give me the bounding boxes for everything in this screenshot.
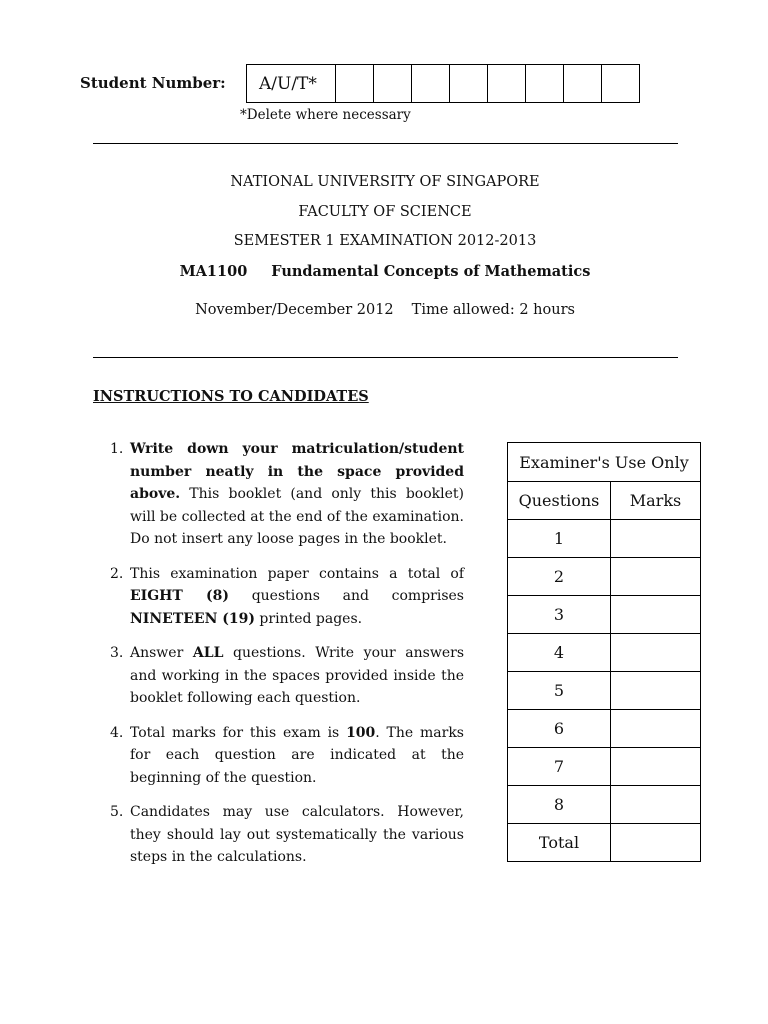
question-number: 1 bbox=[508, 520, 611, 558]
course-code: MA1100 bbox=[179, 263, 248, 280]
student-number-box[interactable] bbox=[450, 65, 488, 103]
marks-cell[interactable] bbox=[611, 748, 701, 786]
instruction-item: 3. Answer ALL questions. Write your answers and working in the spaces provided inside the booklet following each question. bbox=[110, 645, 465, 706]
marks-cell[interactable] bbox=[611, 596, 701, 634]
question-number: 3 bbox=[508, 596, 611, 634]
questions-header: Questions bbox=[508, 482, 611, 520]
university-name: NATIONAL UNIVERSITY OF SINGAPORE bbox=[230, 174, 540, 190]
student-number-box[interactable] bbox=[412, 65, 450, 103]
instructions-list bbox=[93, 438, 464, 881]
time-allowed: Time allowed: 2 hours bbox=[411, 302, 575, 318]
instruction-item: 4. Total marks for this exam is 100. The marks for each question are indicated at the beginning of the question. bbox=[110, 724, 464, 786]
question-number: 5 bbox=[508, 672, 611, 710]
marks-cell[interactable] bbox=[611, 634, 701, 672]
student-number-boxes bbox=[246, 64, 640, 103]
marks-cell[interactable] bbox=[611, 520, 701, 558]
student-number-box[interactable] bbox=[488, 65, 526, 103]
student-number-box[interactable] bbox=[602, 65, 640, 103]
examiner-table-title: Examiner's Use Only bbox=[508, 443, 701, 482]
student-number-box[interactable] bbox=[336, 65, 374, 103]
student-number-box[interactable] bbox=[526, 65, 564, 103]
bottom-divider bbox=[93, 357, 678, 358]
marks-cell[interactable] bbox=[611, 672, 701, 710]
exam-title: SEMESTER 1 EXAMINATION 2012-2013 bbox=[233, 233, 537, 249]
marks-cell[interactable] bbox=[611, 558, 701, 596]
student-number-box[interactable] bbox=[564, 65, 602, 103]
student-number-box[interactable] bbox=[374, 65, 412, 103]
instructions-title: INSTRUCTIONS TO CANDIDATES bbox=[93, 388, 369, 405]
exam-date: November/December 2012 bbox=[195, 302, 394, 318]
instruction-item: 5. Candidates may use calculators. However, they should lay out systematically the various steps in the calculations. bbox=[110, 804, 464, 865]
question-number: 8 bbox=[508, 786, 611, 824]
course-line bbox=[0, 263, 768, 280]
instruction-item: 1. Write down your matriculation/student number neatly in the space provided above. This booklet (and only this booklet) will be collected at the end of the examination. Do not insert any loose pages in the booklet. bbox=[110, 441, 464, 547]
marks-cell[interactable] bbox=[611, 710, 701, 748]
instruction-item: 2. This examination paper contains a total of EIGHT (8) questions and comprises NINETEEN (19) printed pages. bbox=[110, 565, 464, 627]
date-line bbox=[0, 302, 768, 318]
question-number: 6 bbox=[508, 710, 611, 748]
student-number-prefix-box[interactable]: A/U/T* bbox=[247, 65, 336, 103]
marks-cell[interactable] bbox=[611, 786, 701, 824]
examiner-table bbox=[507, 442, 701, 862]
faculty-name: FACULTY OF SCIENCE bbox=[298, 204, 472, 220]
question-number: 7 bbox=[508, 748, 611, 786]
question-number: 2 bbox=[508, 558, 611, 596]
total-marks-cell[interactable] bbox=[611, 824, 701, 862]
top-divider bbox=[93, 143, 678, 144]
total-label: Total bbox=[508, 824, 611, 862]
question-number: 4 bbox=[508, 634, 611, 672]
marks-header: Marks bbox=[611, 482, 701, 520]
student-number-label: Student Number: bbox=[80, 74, 226, 92]
delete-note: *Delete where necessary bbox=[240, 107, 411, 123]
course-title: Fundamental Concepts of Mathematics bbox=[271, 263, 591, 280]
